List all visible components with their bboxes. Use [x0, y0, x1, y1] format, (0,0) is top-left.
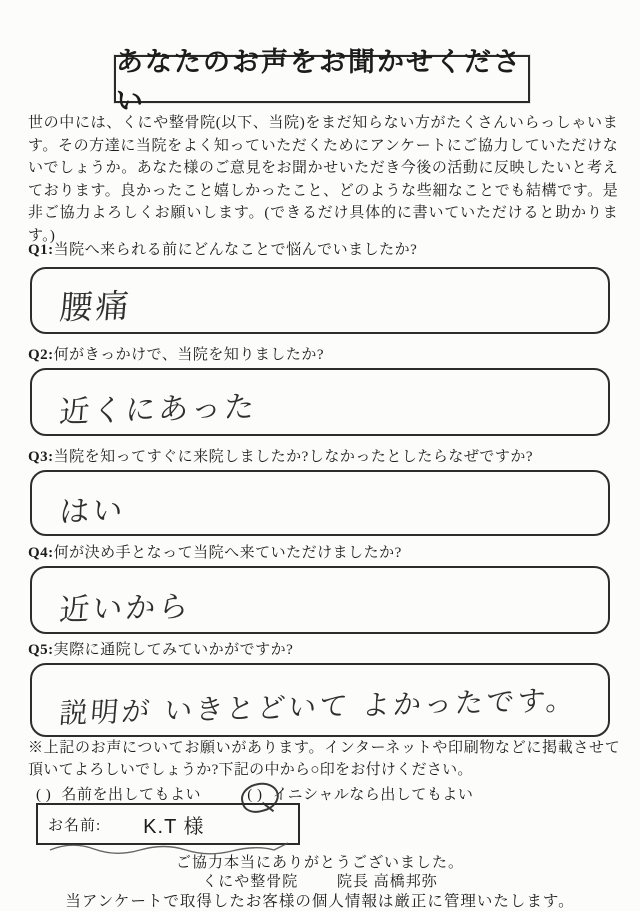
consent-option-initial-label: イニシャルなら出してもよい: [272, 787, 474, 803]
question-5-answer-box: [30, 663, 610, 737]
question-1-label: [28, 238, 618, 259]
consent-option-name-parentheses: ( ): [36, 787, 52, 803]
question-5-handwritten-answer: 説明が いきとどいて よかったです。: [58, 683, 579, 730]
privacy-note: 当アンケートで取得したお客様の個人情報は厳正に管理いたします。: [65, 893, 575, 910]
question-3-handwritten-answer: はい: [58, 493, 127, 530]
consent-note: ※上記のお声についてお願いがあります。インターネットや印刷物などに掲載させて頂いてよろしいでしょうか?下記の中から○印をお付けください。: [28, 740, 620, 778]
question-4-label: [28, 541, 618, 562]
consent-option-name-label: 名前を出してもよい: [61, 787, 202, 803]
question-2-number: Q2:: [28, 347, 54, 363]
question-3-number: Q3:: [28, 449, 54, 465]
question-3-answer-box: [30, 470, 610, 536]
title-box: [114, 47, 530, 116]
consent-option-name: [36, 783, 201, 804]
question-1-handwritten-answer: 腰痛: [58, 286, 134, 327]
question-4-handwritten-answer: 近いから: [58, 589, 193, 628]
name-box: [36, 803, 300, 845]
intro-text: 世の中には、くにや整骨院(以下、当院)をまだ知らない方がたくさんいらっしゃいます。その方達に当院をよく知っていただくためにアンケートにご協力していただけないでしょうか。あなた様のご意見をお聞かせいただき今後の活動に反映したいと考えております。良かったこと嬉しかったこと、どのような些細なことでも結構です。是非ご協力よろしくお願いします。(できるだけ具体的に書いていただけると助かります。): [28, 115, 618, 244]
consent-options-row: [36, 783, 616, 804]
question-5-label: [28, 638, 618, 659]
question-1-answer-box: [30, 267, 610, 334]
name-value: K.T 様: [143, 815, 205, 838]
director-name: 院長 高橋邦弥: [337, 874, 438, 890]
consent-option-initial: [247, 783, 473, 804]
question-5-text: 実際に通院してみていかがですか?: [53, 642, 294, 658]
handwritten-circle-mark: ( ): [247, 787, 263, 803]
question-4-answer-box: [30, 566, 610, 634]
question-1-number: Q1:: [28, 242, 54, 258]
question-3-label: [28, 445, 618, 466]
name-label: お名前:: [48, 817, 102, 834]
thanks-text: ご協力本当にありがとうございました。: [175, 855, 464, 871]
question-2-label: [28, 343, 618, 364]
question-3-text: 当院を知ってすぐに来院しましたか?しなかったとしたらなぜですか?: [53, 449, 533, 465]
question-2-answer-box: [30, 368, 610, 436]
clinic-line: [0, 870, 640, 891]
question-2-handwritten-answer: 近くにあった: [58, 389, 259, 430]
question-4-number: Q4:: [28, 545, 54, 561]
question-2-text: 何がきっかけで、当院を知りましたか?: [53, 347, 325, 363]
question-4-text: 何が決め手となって当院へ来ていただけましたか?: [53, 545, 402, 561]
page-title: あなたのお声をお聞かせください: [116, 47, 522, 116]
question-1-text: 当院へ来られる前にどんなことで悩んでいましたか?: [53, 242, 418, 258]
clinic-name: くにや整骨院: [202, 874, 299, 890]
question-5-number: Q5:: [28, 642, 54, 658]
